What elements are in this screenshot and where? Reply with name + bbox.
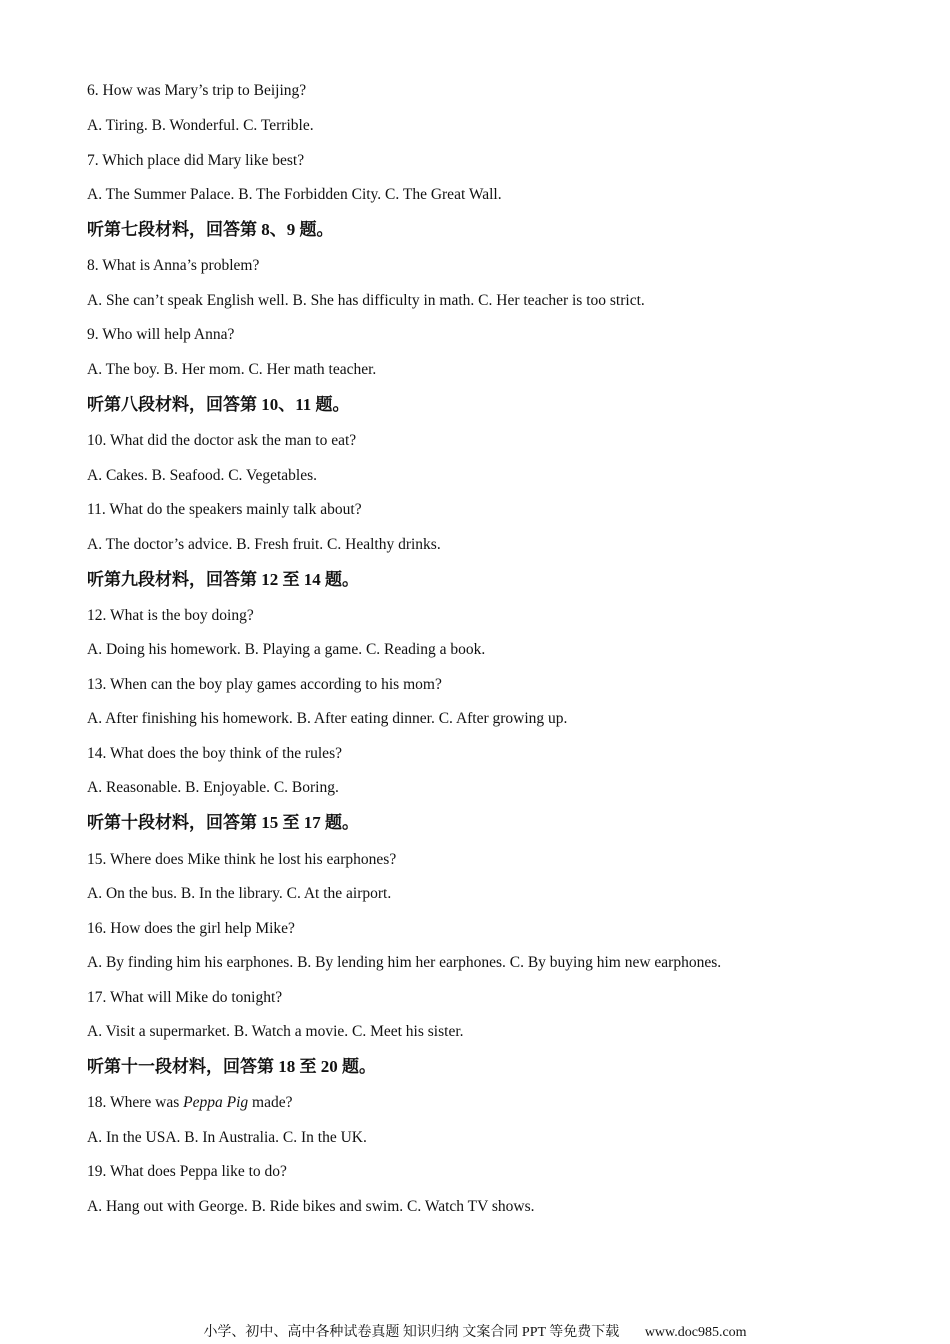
footer-text: 小学、初中、高中各种试卷真题 知识归纳 文案合同 PPT 等免费下载 <box>203 1325 620 1340</box>
answer-options: A. In the USA. B. In Australia. C. In the UK. <box>87 1129 367 1146</box>
answer-options: A. By finding him his earphones. B. By lending him her earphones. C. By buying him new earphones. <box>87 954 722 971</box>
question: 11. What do the speakers mainly talk about? <box>87 501 362 518</box>
answer-options: A. Tiring. B. Wonderful. C. Terrible. <box>87 117 314 134</box>
question: 14. What does the boy think of the rules? <box>87 745 342 762</box>
answer-options: A. The Summer Palace. B. The Forbidden City. C. The Great Wall. <box>87 186 502 203</box>
answer-options: A. She can’t speak English well. B. She has difficulty in math. C. Her teacher is too strict. <box>87 292 645 309</box>
question: 15. Where does Mike think he lost his earphones? <box>87 851 397 868</box>
answer-options: A. The boy. B. Her mom. C. Her math teacher. <box>87 361 377 378</box>
title-italic: Peppa Pig <box>183 1094 249 1111</box>
question: 9. Who will help Anna? <box>87 326 235 343</box>
question: 16. How does the girl help Mike? <box>87 920 295 937</box>
answer-options: A. Visit a supermarket. B. Watch a movie. C. Meet his sister. <box>87 1023 464 1040</box>
question: 19. What does Peppa like to do? <box>87 1163 287 1180</box>
question-text: 18. Where was <box>87 1094 184 1111</box>
answer-options: A. Reasonable. B. Enjoyable. C. Boring. <box>87 779 339 796</box>
answer-options: A. After finishing his homework. B. After eating dinner. C. After growing up. <box>87 710 568 727</box>
section-heading: 听第八段材料，回答第 10、11 题。 <box>87 395 350 414</box>
answer-options: A. On the bus. B. In the library. C. At the airport. <box>87 885 392 902</box>
answer-options: A. Cakes. B. Seafood. C. Vegetables. <box>87 467 318 484</box>
question: 7. Which place did Mary like best? <box>87 152 305 169</box>
question: 17. What will Mike do tonight? <box>87 989 283 1006</box>
question <box>87 1093 292 1113</box>
question: 12. What is the boy doing? <box>87 607 254 624</box>
answer-options: A. The doctor’s advice. B. Fresh fruit. C. Healthy drinks. <box>87 536 441 553</box>
question-text: made? <box>248 1094 293 1111</box>
question: 10. What did the doctor ask the man to eat? <box>87 432 357 449</box>
page-footer <box>0 1324 950 1342</box>
answer-options: A. Hang out with George. B. Ride bikes and swim. C. Watch TV shows. <box>87 1198 535 1215</box>
section-heading: 听第十一段材料，回答第 18 至 20 题。 <box>87 1057 376 1076</box>
section-heading: 听第七段材料，回答第 8、9 题。 <box>87 220 334 239</box>
question: 6. How was Mary’s trip to Beijing? <box>87 82 307 99</box>
footer-website: www.doc985.com <box>644 1325 747 1340</box>
question: 13. When can the boy play games according to his mom? <box>87 676 442 693</box>
section-heading: 听第九段材料，回答第 12 至 14 题。 <box>87 570 359 589</box>
section-heading: 听第十段材料，回答第 15 至 17 题。 <box>87 813 359 832</box>
question: 8. What is Anna’s problem? <box>87 257 260 274</box>
answer-options: A. Doing his homework. B. Playing a game. C. Reading a book. <box>87 641 486 658</box>
